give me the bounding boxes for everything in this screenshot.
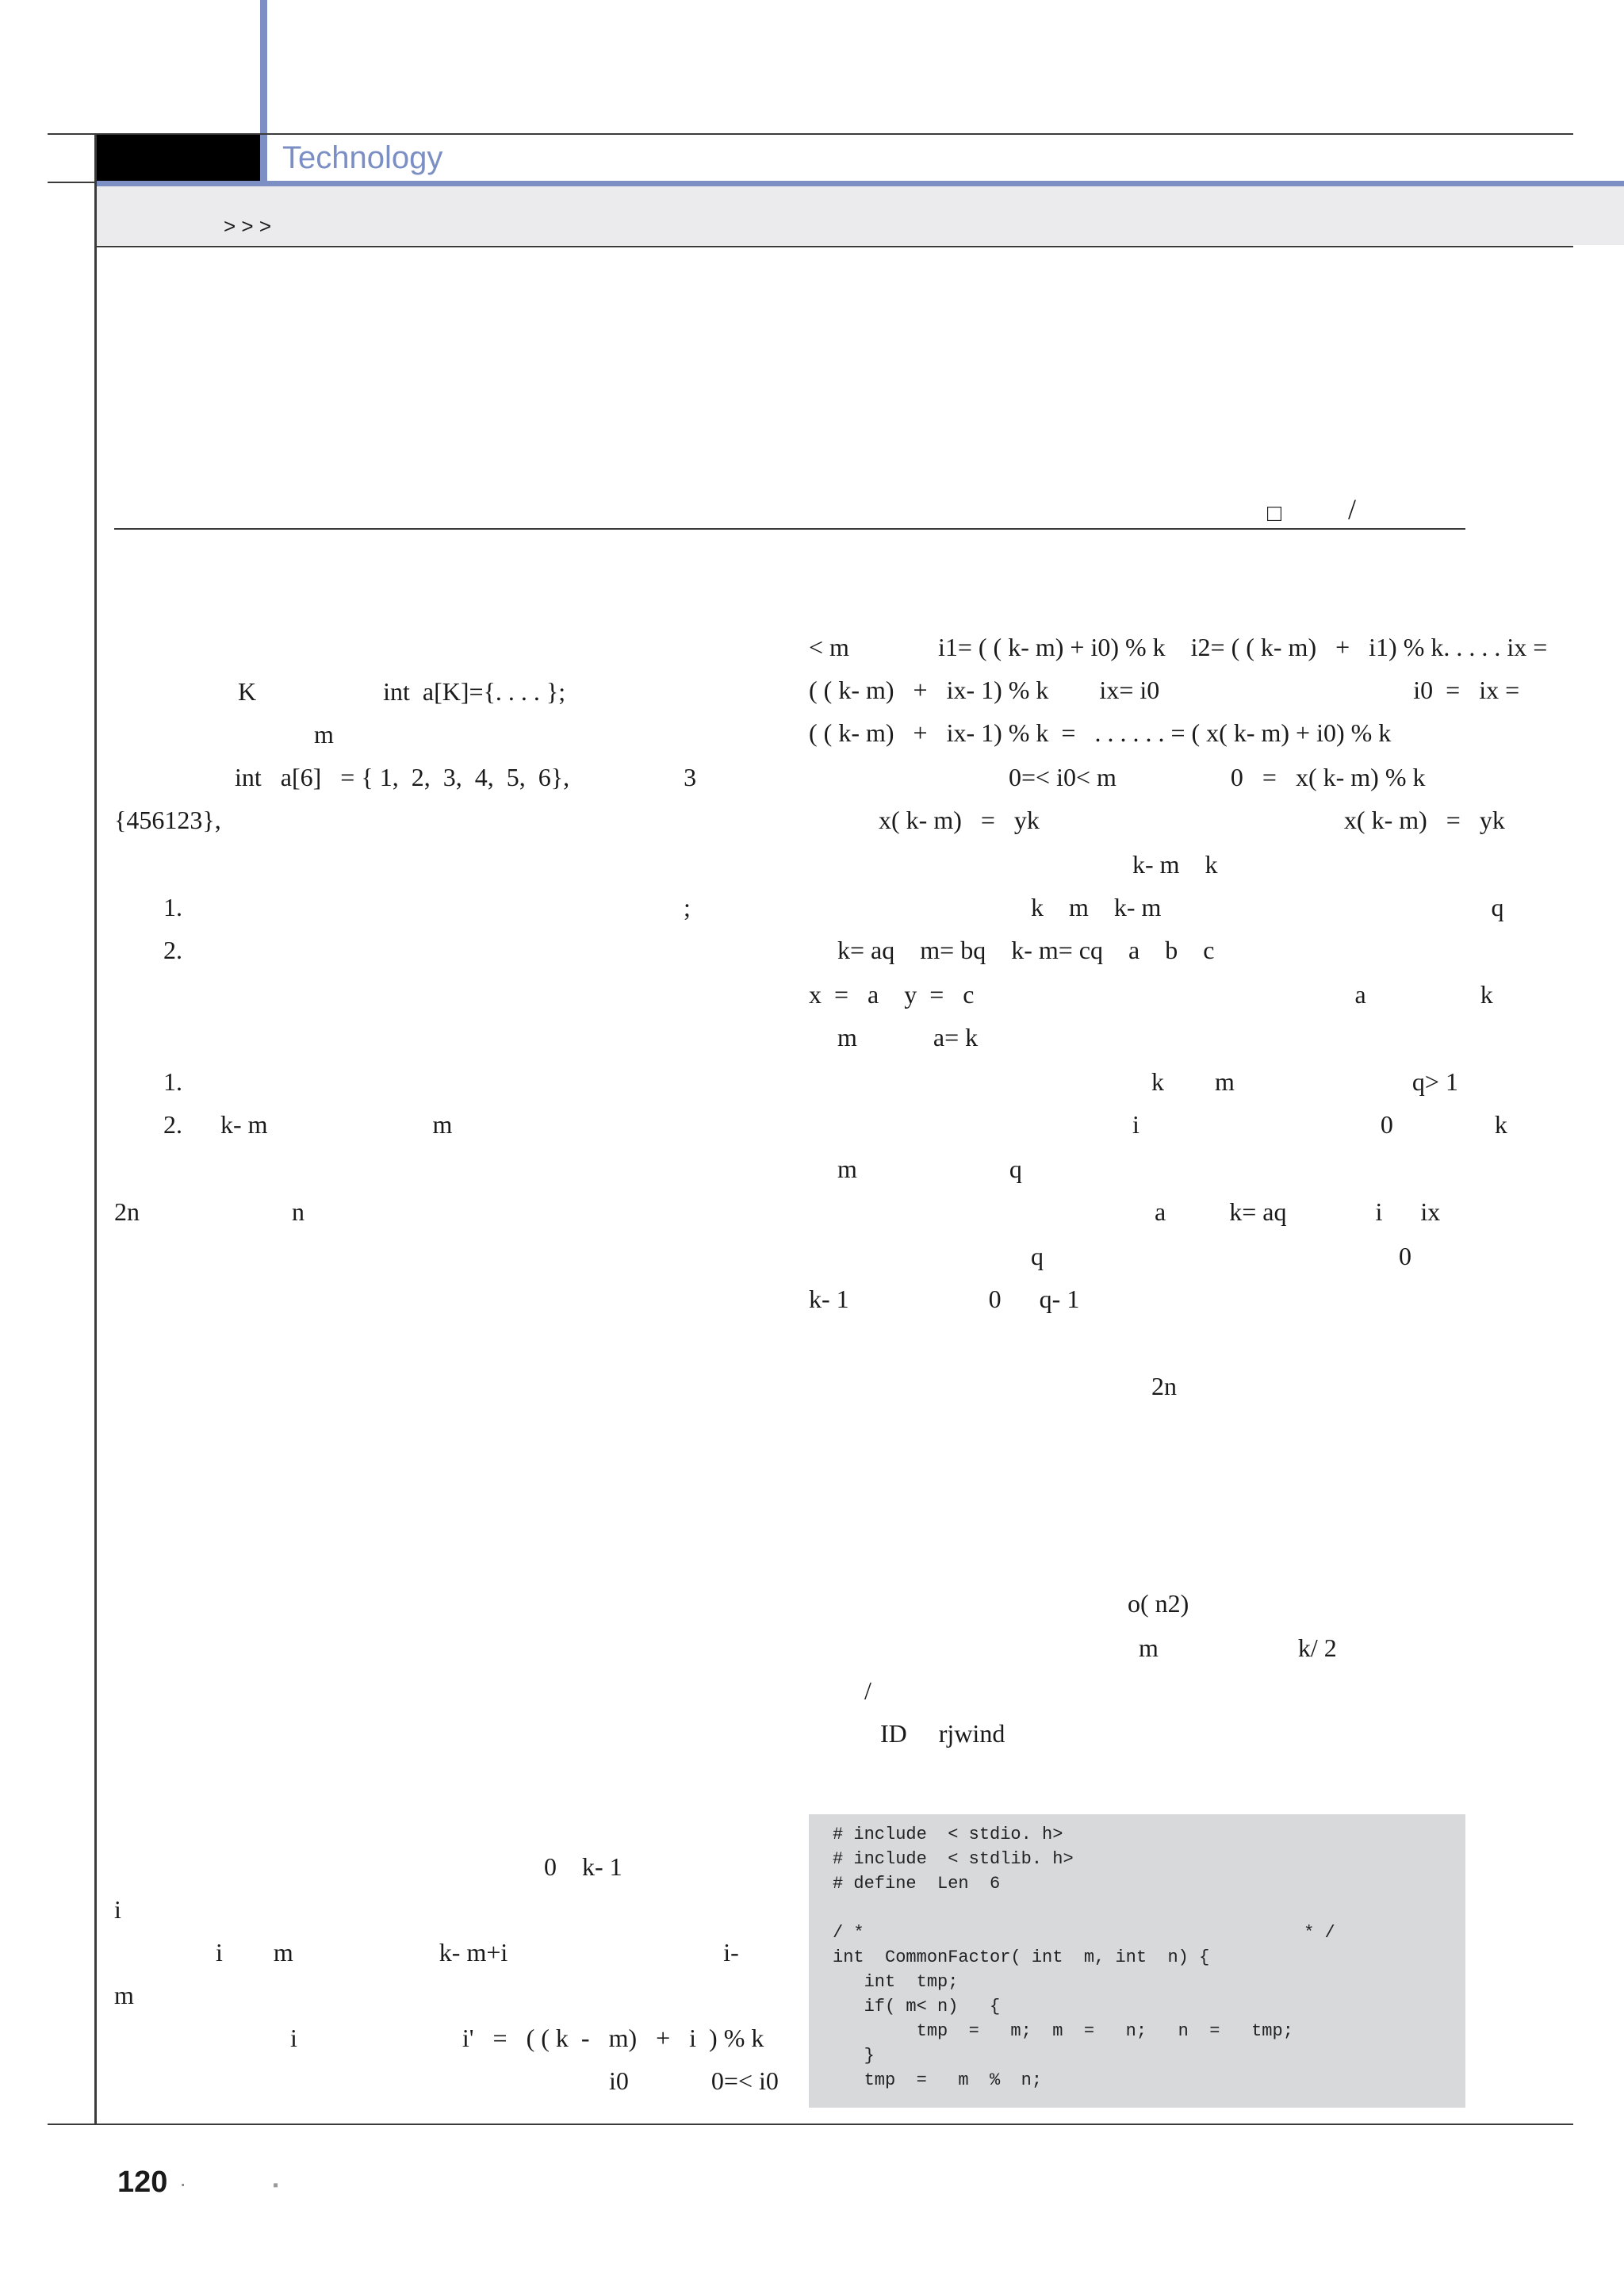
- left-line-15: i0 0=< i0: [609, 2066, 779, 2095]
- code-line: }: [833, 2046, 875, 2066]
- left-line-5: 1. ;: [163, 893, 691, 921]
- right-line-17: 2n: [1151, 1372, 1177, 1400]
- code-line: tmp = m % n;: [833, 2070, 1043, 2090]
- header-thin-rule: [48, 182, 95, 183]
- right-line-18: o( n2): [1128, 1589, 1189, 1618]
- right-line-12: i 0 k: [1132, 1110, 1507, 1139]
- right-line-11: k m q> 1: [1151, 1067, 1458, 1096]
- code-line: # include < stdio. h>: [833, 1825, 1063, 1844]
- code-line: / * * /: [833, 1923, 1335, 1943]
- right-line-8: k= aq m= bq k- m= cq a b c: [837, 936, 1215, 964]
- left-margin-line: [94, 135, 97, 2124]
- footer-separator-dot: ·: [179, 2171, 187, 2196]
- right-line-2: ( ( k- m) + ix- 1) % k ix= i0 i0 = ix =: [809, 676, 1520, 704]
- header-black-block: [95, 135, 260, 182]
- code-listing: [809, 1814, 1465, 2108]
- code-line: tmp = m; m = n; n = tmp;: [833, 2021, 1293, 2041]
- right-line-15: q 0: [1031, 1242, 1411, 1270]
- title-rule: [114, 528, 1465, 530]
- left-line-6: 2.: [163, 936, 182, 964]
- left-line-10: 0 k- 1: [544, 1852, 622, 1881]
- section-title: Technology: [282, 140, 443, 175]
- code-line: int CommonFactor( int m, int n) {: [833, 1947, 1210, 1967]
- left-line-14: i i' = ( ( k - m) + i ) % k: [290, 2024, 764, 2052]
- code-line: # define Len 6: [833, 1874, 1001, 1894]
- right-line-20: /: [864, 1676, 871, 1705]
- right-line-7: k m k- m q: [1031, 893, 1504, 921]
- code-line: if( m< n) {: [833, 1997, 1001, 2016]
- right-line-14: a k= aq i ix: [1155, 1197, 1441, 1226]
- header-band: [97, 186, 1624, 245]
- footer-rule: [48, 2124, 1573, 2125]
- right-line-21: ID rjwind: [880, 1719, 1005, 1748]
- left-line-3: int a[6] = { 1, 2, 3, 4, 5, 6}, 3: [235, 763, 697, 791]
- right-line-10: m a= k: [837, 1023, 979, 1051]
- code-line: # include < stdlib. h>: [833, 1849, 1074, 1869]
- left-line-9: 2n n: [114, 1197, 304, 1226]
- byline-box: □: [1267, 500, 1282, 527]
- right-line-4: 0=< i0< m 0 = x( k- m) % k: [1009, 763, 1426, 791]
- right-line-5: x( k- m) = yk x( k- m) = yk: [879, 806, 1505, 834]
- right-line-9: x = a y = c a k: [809, 980, 1493, 1009]
- header-band-bottom-rule: [95, 246, 1573, 247]
- header-vertical-accent: [260, 0, 267, 182]
- left-line-2: m: [314, 720, 334, 749]
- left-line-4: {456123},: [114, 806, 221, 834]
- left-line-7: 1.: [163, 1067, 182, 1096]
- left-line-1: K int a[K]={. . . . };: [238, 677, 566, 706]
- left-line-11: i: [114, 1895, 121, 1924]
- right-line-1: < m i1= ( ( k- m) + i0) % k i2= ( ( k- m) + i1) % k. . . . . ix =: [809, 633, 1548, 661]
- breadcrumb: > > >: [224, 214, 271, 238]
- right-line-6: k- m k: [1132, 850, 1218, 879]
- right-line-13: m q: [837, 1155, 1022, 1183]
- header-top-rule: [48, 133, 1573, 135]
- footer-separator-square: ▪: [273, 2177, 279, 2194]
- left-line-8: 2. k- m m: [163, 1110, 453, 1139]
- right-line-19: m k/ 2: [1139, 1633, 1337, 1662]
- left-line-13: m: [114, 1981, 134, 2009]
- right-line-16: k- 1 0 q- 1: [809, 1285, 1080, 1313]
- left-line-12: i m k- m+i i-: [216, 1938, 739, 1967]
- byline-slash: /: [1348, 493, 1357, 525]
- code-line: int tmp;: [833, 1972, 959, 1992]
- page-number: 120: [117, 2166, 168, 2199]
- right-line-3: ( ( k- m) + ix- 1) % k = . . . . . . = ( x( k- m) + i0) % k: [809, 718, 1392, 747]
- header-blue-rule: [95, 181, 1624, 186]
